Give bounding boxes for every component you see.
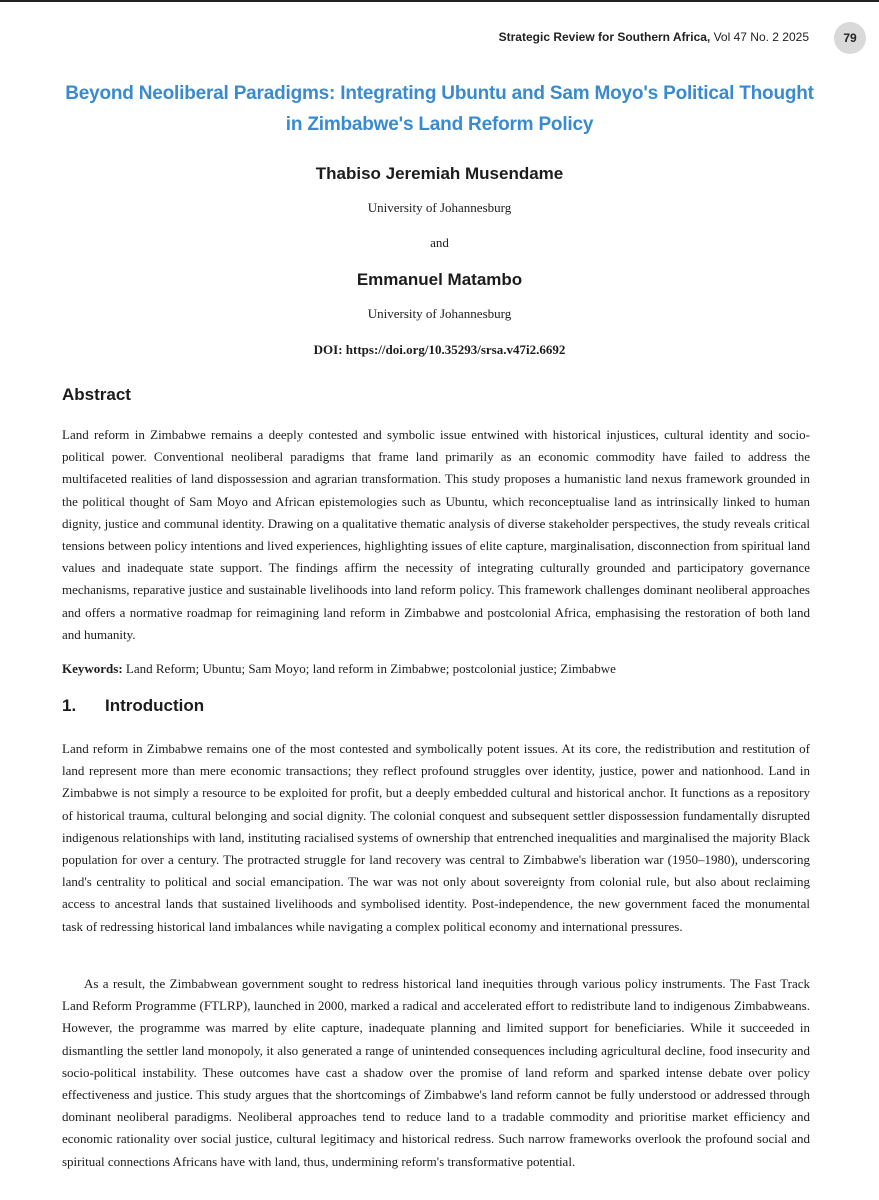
page-number: 79: [834, 22, 866, 54]
top-rule: [0, 0, 879, 2]
affiliation-1: University of Johannesburg: [367, 200, 512, 215]
journal-name: Strategic Review for Southern Africa,: [498, 30, 711, 44]
author-2: Emmanuel Matambo: [356, 270, 523, 289]
abstract-text: Land reform in Zimbabwe remains a deeply contested and symbolic issue entwined with historical injustices, cultural identity and socio-political power. Conventional neoliberal paradigms that frame land primarily as an economic commodity have failed to address the multifaceted realities of land dispossession and agrarian transformation. This study proposes a humanistic land nexus framework grounded in the political thought of Sam Moyo and African epistemologies such as Ubuntu, which reconceptualise land as intrinsically linked to human dignity, justice and communal identity. Drawing on a qualitative thematic analysis of diverse stakeholder perspectives, the study reveals critical tensions between policy intentions and lived experiences, highlighting issues of elite capture, marginalisation, disconnection from spiritual land values and inadequate state support. The findings affirm the necessity of integrating culturally grounded and participatory governance mechanisms, reparative justice and sustainable livelihoods into land reform policy. This framework challenges dominant neoliberal approaches and offers a normative roadmap for reimagining land reform in Zimbabwe and postcolonial Africa, emphasising the restoration of both land and humanity.: [62, 427, 810, 642]
intro-paragraph-1: Land reform in Zimbabwe remains one of the most contested and symbolically potent issues. At its core, the redistribution and restitution of land represent more than mere economic transactions; they reflect profound struggles over identity, justice, power and nationhood. Land in Zimbabwe is not simply a resource to be exploited for profit, but a deeply embedded cultural and historical anchor. It functions as a repository of historical trauma, cultural belonging and social dignity. The colonial conquest and subsequent settler dispossession fundamentally disrupted indigenous relationships with land, instituting racialised systems of ownership that entrenched inequalities and marginalised the majority Black population for over a century. The protracted struggle for land recovery was central to Zimbabwe's liberation war (1950–1980), underscoring land's centrality to political and social emancipation. The war was not only about sovereignty from colonial rule, but also about reclaiming access to ancestral lands that sustained livelihoods and symbolised identity. Post-independence, the new government faced the monumental task of redressing historical land imbalances while navigating a complex political economy and international pressures.: [62, 741, 810, 934]
author-conjunction: and: [430, 235, 449, 250]
running-header: [499, 30, 809, 44]
section-number: 1.: [62, 696, 77, 715]
keywords-line: [62, 658, 810, 680]
keywords-label: Keywords:: [62, 661, 123, 676]
affiliation-2: University of Johannesburg: [367, 306, 512, 321]
introduction-heading: [62, 696, 204, 716]
doi-link[interactable]: DOI: https://doi.org/10.35293/srsa.v47i2.6692: [313, 342, 566, 357]
journal-volume: Vol 47 No. 2 2025: [710, 30, 809, 44]
article-title: Beyond Neoliberal Paradigms: Integrating Ubuntu and Sam Moyo's Political Thought in Zimbabwe's Land Reform Policy: [65, 83, 814, 135]
author-1: Thabiso Jeremiah Musendame: [315, 164, 564, 183]
abstract-heading: Abstract: [62, 385, 131, 404]
section-title: Introduction: [105, 696, 205, 715]
intro-paragraph-2: As a result, the Zimbabwean government sought to redress historical land inequities through various policy instruments. The Fast Track Land Reform Programme (FTLRP), launched in 2000, marked a radical and accelerated effort to redistribute land to indigenous Zimbabweans. However, the programme was marred by elite capture, inadequate planning and limited support for beneficiaries. While it succeeded in dismantling the settler land monopoly, it also generated a range of unintended consequences including agricultural decline, food insecurity and socio-political instability. These outcomes have cast a shadow over the promise of land reform and sparked intense debate over policy effectiveness and justice. This study argues that the shortcomings of Zimbabwe's land reform cannot be fully understood or addressed through dominant neoliberal paradigms. Neoliberal approaches tend to reduce land to a tradable commodity and prioritise market efficiency and economic rationality over social justice, cultural legitimacy and historical redress. Such narrow frameworks overlook the profound social and spiritual connections Africans have with land, thus, undermining reform's transformative potential.: [62, 976, 810, 1169]
keywords-list: Land Reform; Ubuntu; Sam Moyo; land reform in Zimbabwe; postcolonial justice; Zimbabwe: [122, 661, 616, 676]
